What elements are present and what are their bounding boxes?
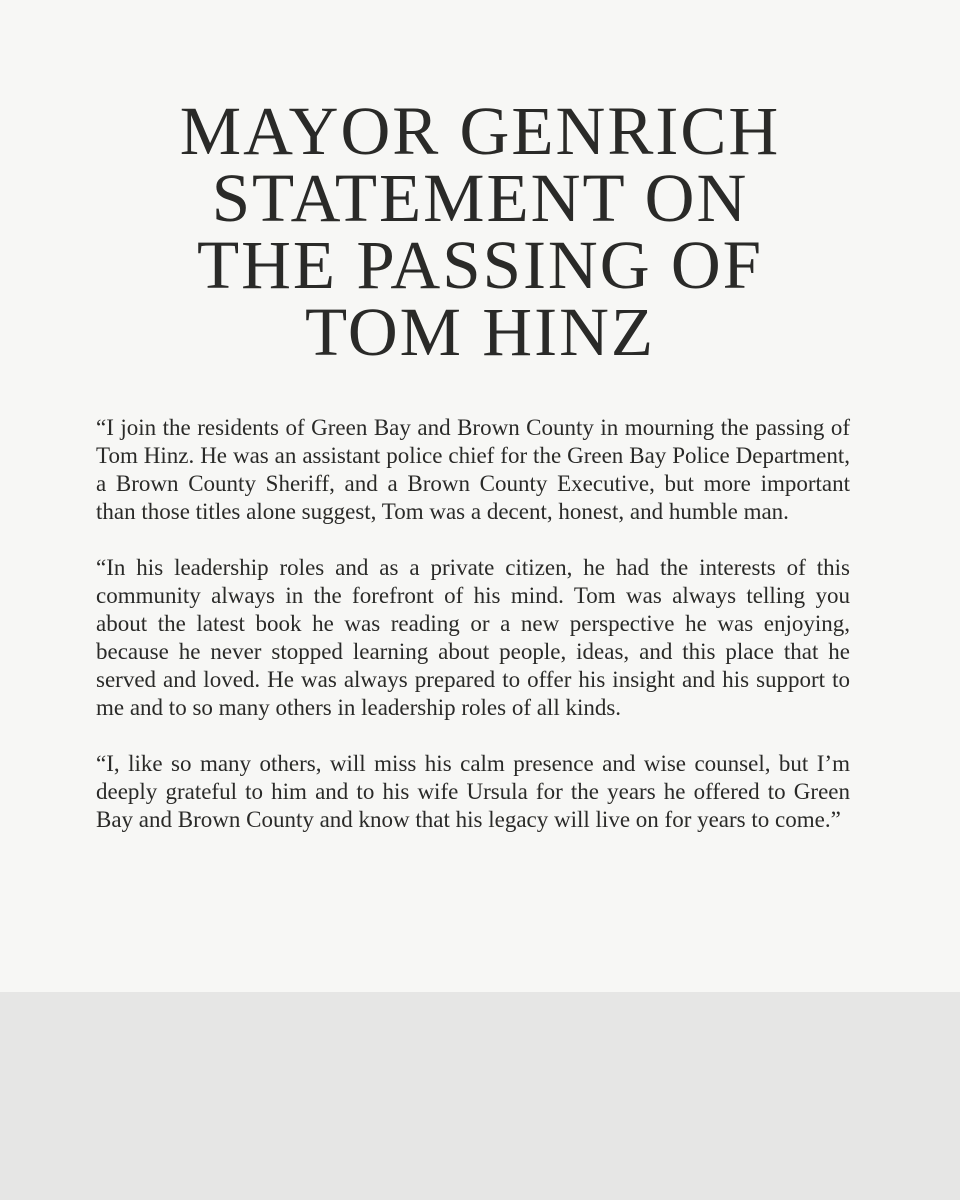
statement-paragraph-1: “I join the residents of Green Bay and Brown County in mourning the passing of Tom Hinz. He was an assistant police chief for the Green Bay Police Department, a Brown County Sheriff, and a Brown County Executive, but more important than those titles alone suggest, Tom was a decent, honest, and humble man. [96, 415, 850, 524]
title-line-3: THE PASSING OF [196, 227, 764, 303]
title-line-1: MAYOR GENRICH [179, 93, 781, 169]
statement-body [96, 414, 850, 862]
footer-band [0, 992, 960, 1200]
title-line-4: TOM HINZ [304, 294, 656, 370]
statement-paragraph-2: “In his leadership roles and as a private citizen, he had the interests of this community always in the forefront of his mind. Tom was always telling you about the latest book he was reading or a new perspective he was enjoying, because he never stopped learning about people, ideas, and this place that he served and loved. He was always prepared to offer his insight and his support to me and to so many others in leadership roles of all kinds. [96, 555, 850, 720]
page-title [120, 93, 840, 370]
statement-paragraph-3: “I, like so many others, will miss his calm presence and wise counsel, but I’m deeply grateful to him and to his wife Ursula for the years he offered to Green Bay and Brown County and know that his legacy will live on for years to come.” [96, 751, 850, 832]
title-line-2: STATEMENT ON [211, 160, 749, 236]
